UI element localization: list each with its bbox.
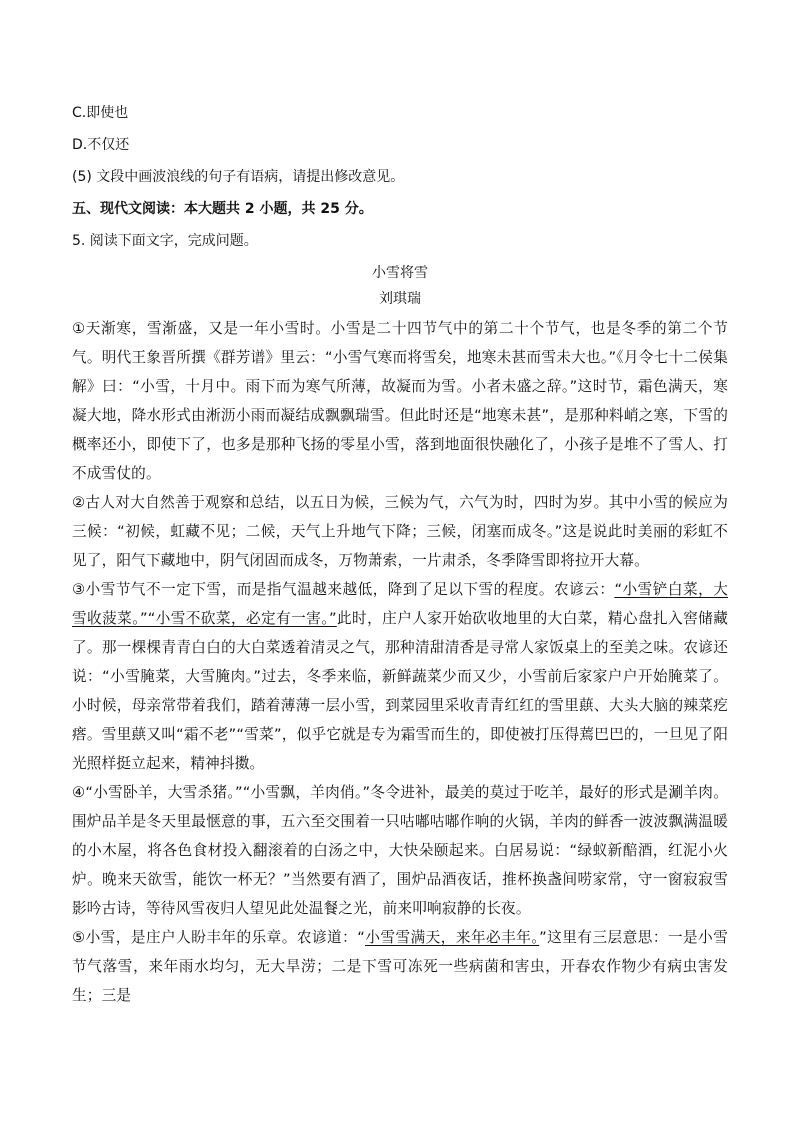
paragraph-1: ①天渐寒，雪渐盛，又是一年小雪时。小雪是二十四节气中的第二十个节气，也是冬季的第二个节气。明代王象晋所撰《群芳谱》里云：“小雪气寒而将雪矣，地寒未甚而雪未大也。”《月令七十二侯集解》曰：“小雪，十月中。雨下而为寒气所薄，故凝而为雪。小者未盛之辞。”这时节，霜色满天，寒凝大地，降水形式由淅沥小雨而凝结成飘飘瑞雪。但此时还是“地寒未甚”，是那种料峭之寒，下雪的概率还小，即使下了，也多是那种飞扬的零星小雪，落到地面很快融化了，小孩子是堆不了雪人、打不成雪仗的。	[72, 320, 728, 482]
article-author: 刘琪瑞	[379, 291, 421, 307]
section-heading: 五、现代文阅读：本大题共 2 小题，共 25 分。	[72, 201, 373, 217]
paragraph-3-underlined: “小雪铲白菜，大雪收菠菜。”“小雪不砍菜，必定有一害。”	[72, 581, 728, 627]
paragraph-5-text: ⑤小雪，是庄户人盼丰年的乐章。农谚道：“	[72, 929, 366, 946]
option-d: D.不仅还	[72, 137, 130, 153]
paragraph-3	[72, 575, 728, 778]
paragraph-5-text-cont: ”这里有三层意思：一是小雪节气落雪，来年雨水均匀，无大旱涝；二是下雪可冻死一些病菌和害虫，开春农作物少有病虫害发生；三是	[72, 929, 728, 1004]
paragraph-5-underlined: 小雪雪满天，来年必丰年。	[365, 929, 540, 946]
document-page	[72, 100, 728, 1010]
paragraph-4: ④“小雪卧羊，大雪杀猪。”“小雪飘，羊肉俏。”冬令进补，最美的莫过于吃羊，最好的形式是涮羊肉。围炉品羊是冬天里最惬意的事，五六至交围着一只咕嘟咕嘟作响的火锅，羊肉的鲜香一波波飘满温暖的小木屋，将各色食材投入翻滚着的白汤之中，大快朵颐起来。白居易说：“绿蚁新醅酒，红泥小火炉。晚来天欲雪，能饮一杯无？”当然要有酒了，围炉品酒夜话，推杯换盏间唠家常，守一窗寂寂雪影吟古诗，等待风雪夜归人望见此处温餐之光，前来叩响寂静的长夜。	[72, 784, 728, 917]
question-intro: 5. 阅读下面文字，完成问题。	[72, 233, 258, 249]
paragraph-3-text-cont: 此时，庄户人家开始砍收地里的大白菜，精心盘扎入窖储藏了。那一棵棵青青白白的大白菜透着清灵之气，那种清甜清香是寻常人家饭桌上的至美之味。农谚还说：“小雪腌菜，大雪腌肉。”过去，冬季来临，新鲜蔬菜少而又少，小雪前后家家户户开始腌菜了。小时候，母亲常带着我们，踏着薄薄一层小雪，到菜园里采收青青红红的雪里蕻、大头大脑的辣菜疙瘩。雪里蕻又叫“霜不老”“雪菜”，似乎它就是专为霜雪而生的，即使被打压得蔫巴巴的，一旦见了阳光照样挺立起来，精神抖擞。	[72, 610, 728, 772]
paragraph-3-text: ③小雪节气不一定下雪，而是指气温越来越低，降到了足以下雪的程度。农谚云：	[72, 581, 615, 598]
paragraph-2: ②古人对大自然善于观察和总结，以五日为候，三候为气，六气为时，四时为岁。其中小雪的候应为三候：“初候，虹藏不见；二候，天气上升地气下降；三候，闭塞而成冬。”这是说此时美丽的彩虹不见了，阳气下藏地中，阴气闭固而成冬，万物萧索，一片肃杀，冬季降雪即将拉开大幕。	[72, 494, 728, 569]
question-5-sub: (5) 文段中画波浪线的句子有语病，请提出修改意见。	[72, 169, 405, 185]
paragraph-5	[72, 923, 728, 1010]
option-c: C.即使也	[72, 105, 129, 121]
article-title: 小雪将雪	[372, 265, 428, 281]
